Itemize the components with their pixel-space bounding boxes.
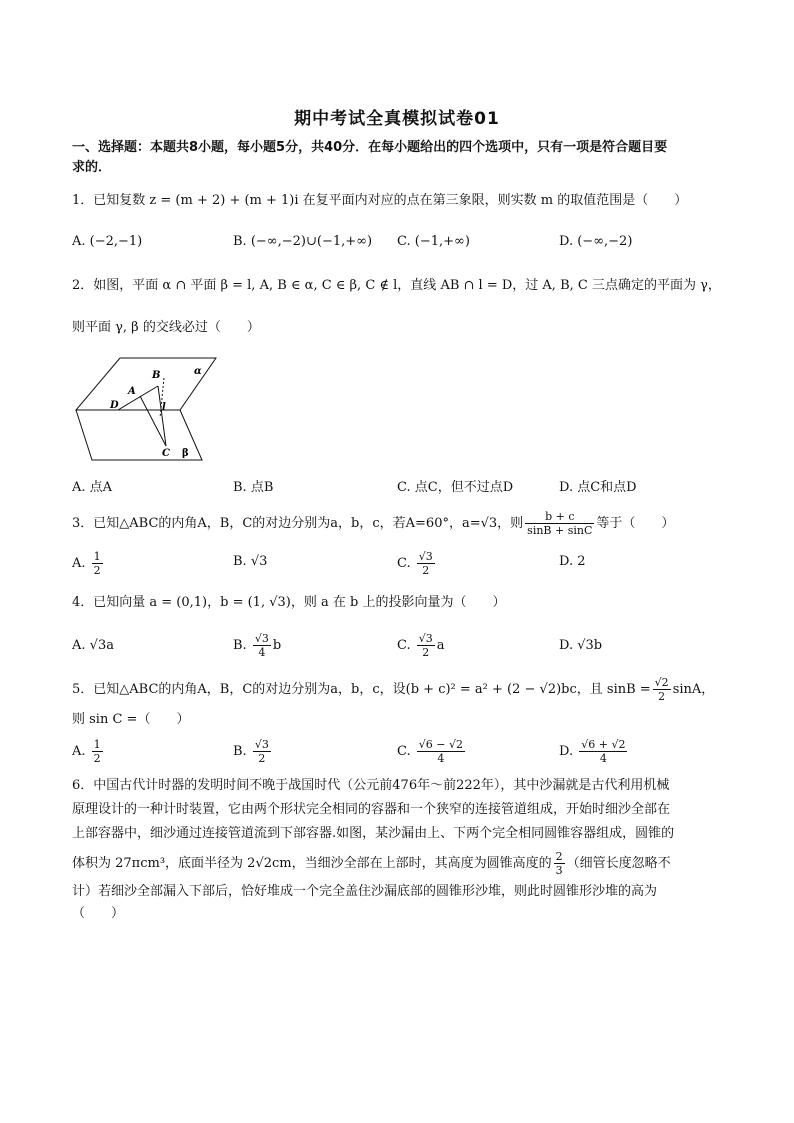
question-5-option-a[interactable] bbox=[72, 738, 105, 765]
question-5-stem-pre: 5．已知△ABC的内角A，B，C的对边分别为a，b，c，设(b + c)² = a² + (2 − √2)bc，且 sinB = bbox=[72, 682, 651, 697]
question-5-fraction bbox=[653, 676, 671, 703]
planes-diagram bbox=[70, 356, 220, 468]
option-label: B. bbox=[233, 744, 247, 759]
question-6-line4-post: （细管长度忽略不 bbox=[566, 856, 671, 871]
option-label: A. bbox=[72, 744, 86, 759]
question-3-stem-post: 等于（ ） bbox=[596, 516, 675, 531]
fraction-den: 2 bbox=[93, 564, 101, 577]
question-1-option-d[interactable]: D. (−∞,−2) bbox=[559, 234, 633, 249]
section-instructions-line1: 一、选择题：本题共8小题，每小题5分，共40分．在每小题给出的四个选项中，只有一项是符合题目要 bbox=[72, 140, 668, 155]
question-6-fraction bbox=[554, 850, 565, 877]
question-3-stem-pre: 3．已知△ABC的内角A，B，C的对边分别为a，b，c，若A=60°，a=√3，则 bbox=[72, 516, 524, 531]
question-3-fraction-num: b + c bbox=[525, 510, 594, 524]
option-fraction bbox=[92, 550, 103, 577]
fraction-num: 1 bbox=[93, 550, 101, 563]
question-6-line5: 计）若细沙全部漏入下部后，恰好堆成一个完全盖住沙漏底部的圆锥形沙堆，则此时圆锥形沙堆的高为 bbox=[72, 884, 658, 899]
fraction-num: 1 bbox=[93, 738, 101, 751]
fraction-num: √2 bbox=[654, 676, 669, 689]
option-label: C. bbox=[397, 744, 411, 759]
option-fraction bbox=[92, 738, 103, 765]
option-label: A. bbox=[72, 556, 86, 571]
question-4-option-b[interactable] bbox=[233, 632, 281, 659]
question-3-option-b[interactable] bbox=[233, 552, 267, 572]
question-4-stem: 4．已知向量 a = (0,1)，b = (1, √3)，则 a 在 b 上的投影向量为（ ） bbox=[72, 595, 506, 610]
question-5-option-d[interactable] bbox=[559, 738, 629, 765]
option-value: √3b bbox=[577, 638, 603, 653]
figure-label-c: C bbox=[162, 448, 170, 459]
fraction-den: 4 bbox=[599, 752, 607, 765]
question-5-stem-post: sinA， bbox=[672, 682, 715, 697]
option-tail: a bbox=[436, 638, 445, 653]
figure-label-beta: β bbox=[182, 448, 189, 459]
question-2-stem-line2: 则平面 γ, β 的交线必过（ ） bbox=[72, 320, 260, 335]
option-label: D. bbox=[559, 744, 574, 759]
figure-label-b: B bbox=[152, 370, 161, 381]
fraction-num: √3 bbox=[254, 738, 269, 751]
question-2-option-b[interactable]: B. 点B bbox=[233, 480, 274, 495]
page-title: 期中考试全真模拟试卷01 bbox=[294, 109, 500, 129]
question-6-line4-pre: 体积为 27πcm³，底面半径为 2√2cm，当细沙全部在上部时，其高度为圆锥高度的 bbox=[72, 856, 552, 871]
option-label: B. bbox=[233, 638, 247, 653]
question-3-option-c[interactable] bbox=[397, 550, 437, 577]
fraction-num: 2 bbox=[555, 850, 563, 863]
question-1-option-c[interactable]: C. (−1,+∞) bbox=[397, 234, 470, 249]
question-5-stem-line2: 则 sin C =（ ） bbox=[72, 712, 190, 727]
question-4-option-d[interactable] bbox=[559, 636, 602, 656]
option-label: C. bbox=[397, 556, 411, 571]
figure-label-a: A bbox=[128, 386, 136, 397]
option-label: D. bbox=[559, 638, 574, 653]
question-2-figure bbox=[70, 356, 220, 472]
question-2-option-a[interactable]: A. 点A bbox=[72, 480, 113, 495]
question-2-option-c[interactable]: C. 点C，但不过点D bbox=[397, 480, 514, 495]
option-fraction bbox=[417, 738, 465, 765]
question-2-option-d[interactable]: D. 点C和点D bbox=[559, 480, 637, 495]
question-5-option-b[interactable] bbox=[233, 738, 273, 765]
fraction-num: √6 − √2 bbox=[418, 738, 463, 751]
fraction-den: 2 bbox=[422, 564, 430, 577]
option-fraction bbox=[417, 632, 435, 659]
option-fraction bbox=[417, 550, 435, 577]
question-3-stem bbox=[72, 510, 674, 537]
question-1-option-a[interactable]: A. (−2,−1) bbox=[72, 234, 143, 249]
figure-label-l: l bbox=[162, 402, 166, 413]
fraction-num: √6 + √2 bbox=[581, 738, 626, 751]
fraction-num: √3 bbox=[418, 550, 433, 563]
option-fraction bbox=[253, 632, 271, 659]
option-fraction bbox=[253, 738, 271, 765]
option-tail: b bbox=[272, 638, 282, 653]
option-label: A. bbox=[72, 638, 86, 653]
question-6-line2: 原理设计的一种计时装置，它由两个形状完全相同的容器和一个狭窄的连接管道组成，开始时细沙全部在 bbox=[72, 802, 671, 817]
question-3-fraction bbox=[525, 510, 594, 537]
section-instructions-line2: 求的． bbox=[72, 160, 112, 175]
fraction-num: √3 bbox=[418, 632, 433, 645]
question-2-stem-line1: 2．如图，平面 α ∩ 平面 β = l, A, B ∈ α, C ∈ β, C ∉ l，直线 AB ∩ l = D，过 A, B, C 三点确定的平面为 γ， bbox=[72, 278, 721, 293]
question-3-option-d[interactable]: D. 2 bbox=[559, 554, 586, 569]
fraction-den: 4 bbox=[437, 752, 445, 765]
question-5-option-c[interactable] bbox=[397, 738, 467, 765]
question-6-line6: （ ） bbox=[72, 906, 125, 921]
question-3-option-a[interactable] bbox=[72, 550, 105, 577]
option-value: √3a bbox=[89, 638, 114, 653]
figure-label-alpha: α bbox=[194, 366, 202, 377]
option-label: B. bbox=[233, 554, 247, 569]
option-value: √3 bbox=[250, 554, 268, 569]
fraction-den: 3 bbox=[555, 864, 563, 877]
fraction-den: 4 bbox=[258, 646, 266, 659]
fraction-den: 2 bbox=[258, 752, 266, 765]
fraction-den: 2 bbox=[422, 646, 430, 659]
question-3-fraction-den: sinB + sinC bbox=[527, 524, 593, 537]
option-label: C. bbox=[397, 638, 411, 653]
question-5-stem-line1 bbox=[72, 676, 714, 703]
option-fraction bbox=[579, 738, 627, 765]
fraction-den: 2 bbox=[658, 690, 666, 703]
question-6-line4 bbox=[72, 850, 671, 877]
fraction-num: √3 bbox=[254, 632, 269, 645]
question-1-stem: 1．已知复数 z = (m + 2) + (m + 1)i 在复平面内对应的点在第三象限，则实数 m 的取值范围是（ ） bbox=[72, 193, 688, 208]
question-6-line3: 上部容器中，细沙通过连接管道流到下部容器.如图，某沙漏由上、下两个完全相同圆锥容器组成，圆锥的 bbox=[72, 826, 675, 841]
question-4-option-c[interactable] bbox=[397, 632, 445, 659]
question-4-option-a[interactable] bbox=[72, 636, 114, 656]
question-1-option-b[interactable]: B. (−∞,−2)∪(−1,+∞) bbox=[233, 234, 373, 249]
fraction-den: 2 bbox=[93, 752, 101, 765]
figure-label-d: D bbox=[110, 400, 119, 411]
question-6-line1: 6．中国古代计时器的发明时间不晚于战国时代（公元前476年～前222年），其中沙漏就是古代利用机械 bbox=[72, 778, 670, 793]
